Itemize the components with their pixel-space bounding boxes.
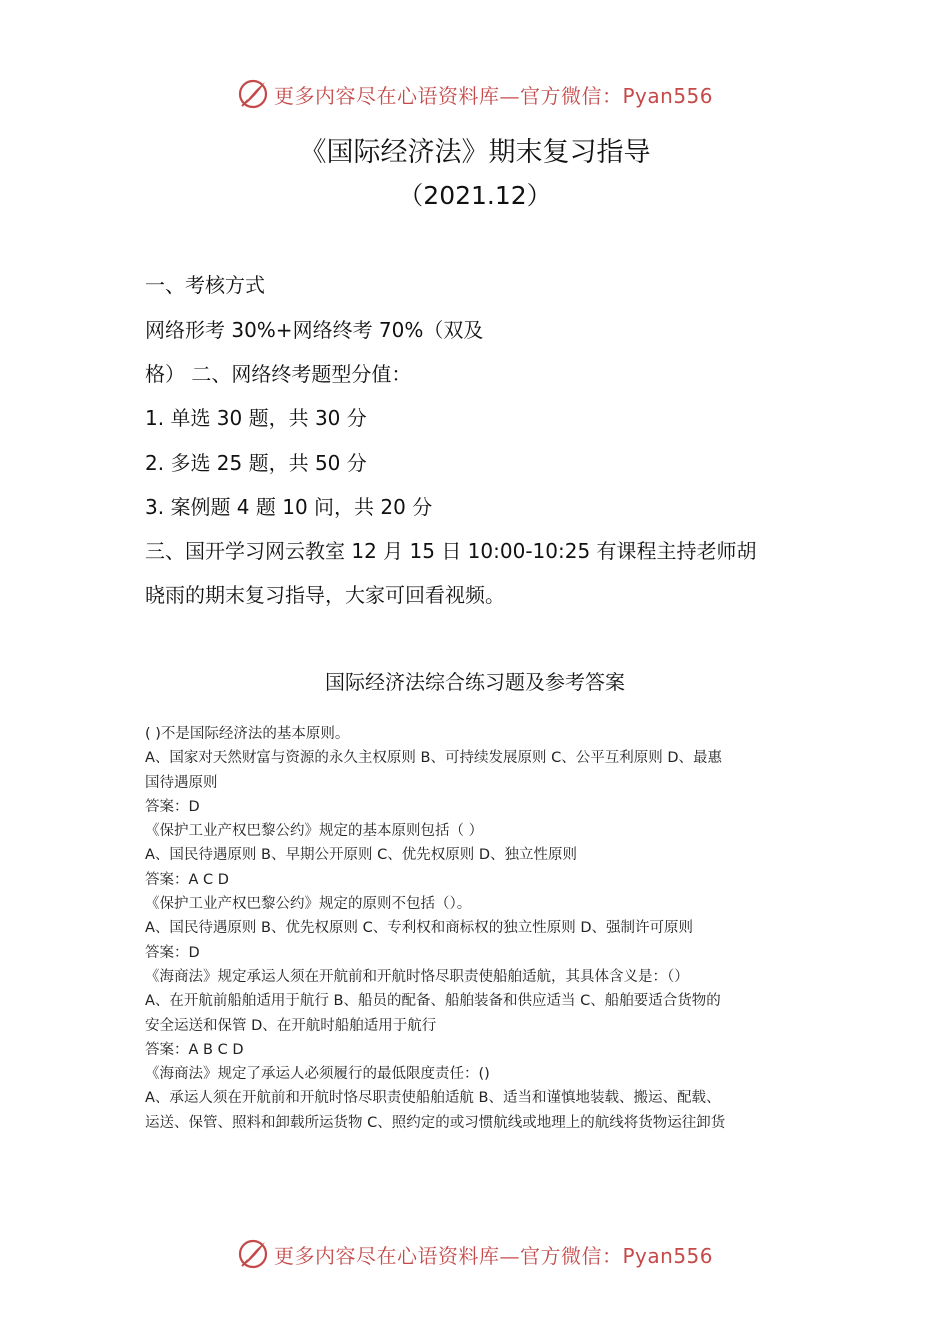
question-options: A、国民待遇原则 B、早期公开原则 C、优先权原则 D、独立性原则 [145, 847, 577, 864]
question-options: A、在开航前船舶适用于航行 B、船员的配备、船舶装备和供应适当 C、船舶要适合货物的 [145, 993, 721, 1010]
question-options: 安全运送和保管 D、在开航时船舶适用于航行 [145, 1017, 437, 1034]
question-options: 运送、保管、照料和卸载所运货物 C、照约定的或习惯航线或地理上的航线将货物运往卸货 [145, 1114, 726, 1131]
answer-text: 答案：D [145, 944, 200, 961]
page-title: 《国际经济法》期末复习指导 [299, 137, 651, 168]
question-text: 《保护工业产权巴黎公约》规定的基本原则包括（ ） [145, 823, 484, 840]
question-options: 国待遇原则 [145, 774, 218, 791]
practice-title: 国际经济法综合练习题及参考答案 [325, 670, 625, 694]
question-options: A、国民待遇原则 B、优先权原则 C、专利权和商标权的独立性原则 D、强制许可原则 [145, 920, 693, 937]
watermark-id: Pyan556 [622, 83, 714, 108]
feather-pen-icon [236, 77, 270, 111]
watermark-id: Pyan556 [622, 1243, 714, 1268]
question-text: 《海商法》规定了承运人必须履行的最低限度责任：() [145, 1066, 490, 1083]
answer-text: 答案：A B C D [145, 1041, 244, 1058]
answer-text: 答案：A C D [145, 871, 229, 888]
watermark-text: 更多内容尽在心语资料库—官方微信：Pyan556 [274, 1243, 714, 1268]
question-options: A、承运人须在开航前和开航时恪尽职责使船舶适航 B、适当和谨慎地装载、搬运、配载、 [145, 1090, 721, 1107]
watermark-bottom [236, 1236, 713, 1272]
section-heading-1: 一、考核方式 [145, 273, 265, 297]
section-line: 3. 案例题 4 题 10 问，共 20 分 [145, 495, 433, 519]
section-line: 晓雨的期末复习指导，大家可回看视频。 [145, 583, 505, 607]
question-text: ( )不是国际经济法的基本原则。 [145, 726, 350, 742]
section-line: 网络形考 30%+网络终考 70%（双及 [145, 318, 484, 342]
watermark-text: 更多内容尽在心语资料库—官方微信：Pyan556 [274, 83, 714, 108]
question-options: A、国家对天然财富与资源的永久主权原则 B、可持续发展原则 C、公平互利原则 D、最惠 [145, 750, 722, 767]
page-date: （2021.12） [398, 181, 552, 210]
answer-text: 答案：D [145, 798, 200, 815]
question-text: 《保护工业产权巴黎公约》规定的原则不包括（）。 [145, 896, 472, 913]
watermark-top [236, 76, 713, 112]
section-line: 1. 单选 30 题，共 30 分 [145, 406, 367, 430]
question-text: 《海商法》规定承运人须在开航前和开航时恪尽职责使船舶适航，其具体含义是：（） [145, 968, 689, 985]
section-line: 格） 二、网络终考题型分值： [145, 362, 412, 386]
section-line: 三、国开学习网云教室 12 月 15 日 10:00-10:25 有课程主持老师胡 [145, 539, 757, 563]
section-line: 2. 多选 25 题，共 50 分 [145, 451, 367, 475]
feather-pen-icon [236, 1237, 270, 1271]
practice-questions [145, 722, 825, 1135]
